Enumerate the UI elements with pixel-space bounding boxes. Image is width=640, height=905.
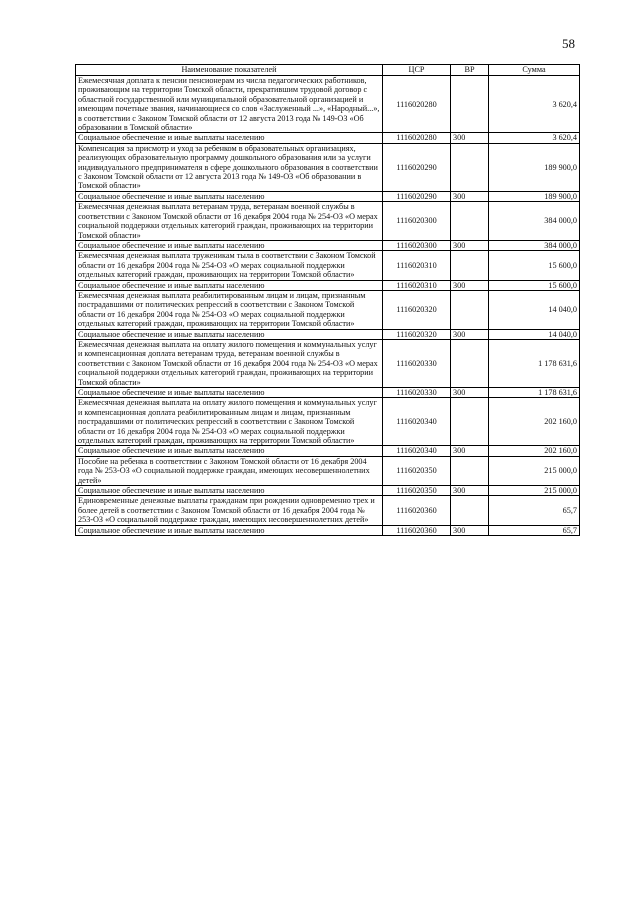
row-name-cell: Ежемесячная денежная выплата на оплату жилого помещения и коммунальных услуг и компенсационная доплата реабилитированным лицам и лицам, признанным пострадавшими от политических репрессий в соответствии с Законом Томской области от 16 декабря 2004 года № 254-ОЗ «О мерах социальной поддержки отдельных категорий граждан, проживающих на территории Томской области» [76,398,383,446]
row-name-cell: Компенсация за присмотр и уход за ребенком в образовательных организациях, реализующих образовательную программу дошкольного образования или за услуги индивидуального предпринимателя в сфере дошкольного образования в соответствии с Законом Томской области от 12 августа 2013 года № 149-ОЗ «Об образовании в Томской области» [76,143,383,191]
row-csr-cell: 1116020360 [383,496,451,525]
row-name-cell: Социальное обеспечение и иные выплаты населению [76,133,383,143]
row-sum-cell: 65,7 [489,525,580,535]
row-csr-cell: 1116020330 [383,388,451,398]
row-vr-cell: 300 [451,525,489,535]
table-body [76,76,580,536]
table-row [76,280,580,290]
row-name-cell: Социальное обеспечение и иные выплаты населению [76,329,383,339]
table-row [76,329,580,339]
table-row [76,133,580,143]
row-name-cell: Пособие на ребенка в соответствии с Законом Томской области от 16 декабря 2004 года № 253-ОЗ «О социальной поддержке граждан, имеющих несовершеннолетних детей» [76,456,383,485]
row-csr-cell: 1116020280 [383,133,451,143]
row-name-cell: Ежемесячная доплата к пенсии пенсионерам из числа педагогических работников, проживающим на территории Томской области, прекратившим трудовой договор с областной государственной или муниципальной образовательной организацией и имеющим почетные звания, начинающиеся со слов «Заслуженный ...», «Народный...», в соответствии с Законом Томской области от 12 августа 2013 года № 149-ОЗ «Об образовании в Томской области» [76,76,383,133]
table-row [76,339,580,387]
row-vr-cell [451,496,489,525]
row-csr-cell: 1116020340 [383,446,451,456]
row-sum-cell: 3 620,4 [489,76,580,133]
row-csr-cell: 1116020300 [383,202,451,241]
row-vr-cell: 300 [451,486,489,496]
row-name-cell: Социальное обеспечение и иные выплаты населению [76,486,383,496]
row-vr-cell: 300 [451,191,489,201]
table-row [76,290,580,329]
row-sum-cell: 202 160,0 [489,398,580,446]
row-csr-cell: 1116020320 [383,329,451,339]
row-vr-cell: 300 [451,240,489,250]
row-name-cell: Социальное обеспечение и иные выплаты населению [76,446,383,456]
header-csr: ЦСР [383,65,451,76]
row-name-cell: Ежемесячная денежная выплата на оплату жилого помещения и коммунальных услуг и компенсационная доплата ветеранам труда, ветеранам военной службы в соответствии с Законом Томской области от 16 декабря 2004 года № 254-ОЗ «О мерах социальной поддержки отдельных категорий граждан, проживающих на территории Томской области» [76,339,383,387]
row-name-cell: Социальное обеспечение и иные выплаты населению [76,191,383,201]
header-name: Наименование показателей [76,65,383,76]
row-sum-cell: 384 000,0 [489,240,580,250]
row-sum-cell: 215 000,0 [489,456,580,485]
row-sum-cell: 384 000,0 [489,202,580,241]
row-sum-cell: 15 600,0 [489,280,580,290]
row-vr-cell [451,202,489,241]
row-vr-cell: 300 [451,446,489,456]
table-row [76,496,580,525]
row-sum-cell: 215 000,0 [489,486,580,496]
table-row [76,456,580,485]
row-name-cell: Ежемесячная денежная выплата реабилитированным лицам и лицам, признанным пострадавшими от политических репрессий в соответствии с Законом Томской области от 16 декабря 2004 года № 254-ОЗ «О мерах социальной поддержки отдельных категорий граждан, проживающих на территории Томской области» [76,290,383,329]
row-sum-cell: 14 040,0 [489,290,580,329]
row-csr-cell: 1116020320 [383,290,451,329]
table-row [76,202,580,241]
row-csr-cell: 1116020350 [383,456,451,485]
row-csr-cell: 1116020340 [383,398,451,446]
row-vr-cell: 300 [451,133,489,143]
row-name-cell: Социальное обеспечение и иные выплаты населению [76,240,383,250]
row-name-cell: Единовременные денежные выплаты гражданам при рождении одновременно трех и более детей в соответствии с Законом Томской области от 16 декабря 2004 года № 253-ОЗ «О социальной поддержке граждан, имеющих несовершеннолетних детей» [76,496,383,525]
table-row [76,251,580,280]
row-csr-cell: 1116020290 [383,191,451,201]
table-row [76,388,580,398]
table-row [76,143,580,191]
table-row [76,76,580,133]
row-vr-cell [451,143,489,191]
table-row [76,446,580,456]
header-sum: Сумма [489,65,580,76]
row-sum-cell: 14 040,0 [489,329,580,339]
row-sum-cell: 189 900,0 [489,191,580,201]
row-csr-cell: 1116020310 [383,251,451,280]
row-csr-cell: 1116020300 [383,240,451,250]
row-csr-cell: 1116020310 [383,280,451,290]
table-header-row [76,65,580,76]
row-name-cell: Социальное обеспечение и иные выплаты населению [76,388,383,398]
row-name-cell: Социальное обеспечение и иные выплаты населению [76,525,383,535]
row-name-cell: Социальное обеспечение и иные выплаты населению [76,280,383,290]
row-csr-cell: 1116020350 [383,486,451,496]
row-sum-cell: 189 900,0 [489,143,580,191]
row-vr-cell: 300 [451,280,489,290]
row-vr-cell [451,456,489,485]
table-row [76,486,580,496]
row-sum-cell: 1 178 631,6 [489,388,580,398]
row-name-cell: Ежемесячная денежная выплата труженикам тыла в соответствии с Законом Томской области от 16 декабря 2004 года № 254-ОЗ «О мерах социальной поддержки отдельных категорий граждан, проживающих на территории Томской области» [76,251,383,280]
row-sum-cell: 3 620,4 [489,133,580,143]
row-vr-cell [451,251,489,280]
row-sum-cell: 15 600,0 [489,251,580,280]
table-row [76,398,580,446]
table-row [76,525,580,535]
row-sum-cell: 1 178 631,6 [489,339,580,387]
page-number: 58 [562,36,575,51]
row-csr-cell: 1116020280 [383,76,451,133]
row-vr-cell: 300 [451,388,489,398]
row-csr-cell: 1116020290 [383,143,451,191]
row-csr-cell: 1116020360 [383,525,451,535]
header-vr: ВР [451,65,489,76]
row-vr-cell: 300 [451,329,489,339]
row-csr-cell: 1116020330 [383,339,451,387]
row-vr-cell [451,290,489,329]
table-row [76,240,580,250]
row-sum-cell: 65,7 [489,496,580,525]
row-vr-cell [451,398,489,446]
row-name-cell: Ежемесячная денежная выплата ветеранам труда, ветеранам военной службы в соответствии с Законом Томской области от 16 декабря 2004 года № 254-ОЗ «О мерах социальной поддержки отдельных категорий граждан, проживающих на территории Томской области» [76,202,383,241]
table-row [76,191,580,201]
row-vr-cell [451,76,489,133]
row-sum-cell: 202 160,0 [489,446,580,456]
row-vr-cell [451,339,489,387]
budget-table [75,64,580,536]
